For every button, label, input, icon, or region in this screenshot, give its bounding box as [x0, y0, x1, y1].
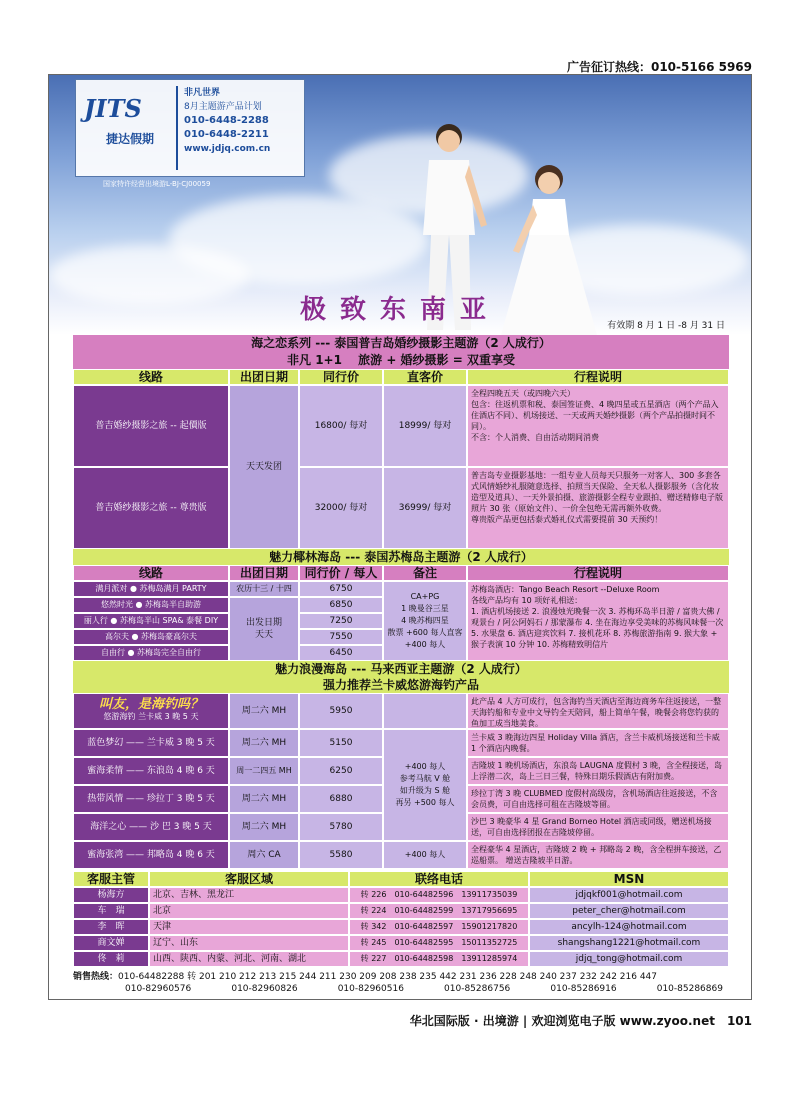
phuket-title: 海之恋系列 --- 泰国普吉岛婚纱摄影主题游（2 人成行）	[73, 335, 729, 352]
page-title: 极致东南亚	[299, 295, 500, 325]
sales-number-1: 010-82960576	[125, 984, 192, 994]
contact-msn-1[interactable]: jdjqkf001@hotmail.com	[529, 887, 729, 903]
section-samui	[73, 549, 729, 661]
samui-header-date: 出团日期	[229, 565, 299, 581]
malaysia-price-1: 5950	[299, 693, 383, 729]
phuket-header-peer: 同行价	[299, 369, 383, 385]
contact-area-1: 北京、吉林、黑龙江	[149, 887, 349, 903]
contact-area-2: 北京	[149, 903, 349, 919]
samui-header-peer: 同行价 / 每人	[299, 565, 383, 581]
sales-line1: 010-64482288 转 201 210 212 213 215 244 211 230 209 208 238 235 442 231 236 228 248 240 237 232 242 216 447	[118, 972, 658, 982]
samui-price-4: 7550	[299, 629, 383, 645]
contact-header-name: 客服主管	[73, 871, 149, 887]
section-malaysia	[73, 661, 729, 869]
contact-area-5: 山西、陕西、内蒙、河北、河南、湖北	[149, 951, 349, 967]
malaysia-date-4: 周二六 MH	[229, 785, 299, 813]
malaysia-route-2: 蓝色梦幻 —— 兰卡威 3 晚 5 天	[73, 729, 229, 757]
logo-phone2: 010-6448-2211	[184, 129, 269, 140]
malaysia-date-2: 周二六 MH	[229, 729, 299, 757]
logo-brand: JITS	[84, 94, 142, 123]
samui-note: CA+PG 1 晚曼谷三星 4 晚苏梅四星 散票 +600 每人直客 +400 每人	[383, 581, 467, 661]
malaysia-date-3: 周一二四五 MH	[229, 757, 299, 785]
logo-brand-cn: 捷达假期	[106, 132, 155, 146]
contact-name-4: 商文婵	[73, 935, 149, 951]
malaysia-desc-3: 吉隆坡 1 晚机场酒店，东浪岛 LAUGNA 度假村 3 晚，含全程接送，岛上浮潜二次，岛上三日三餐，特殊日期乐假酒店有附加费。	[467, 757, 729, 785]
page-footer: 华北国际版 · 出境游 | 欢迎浏览电子版 www.zyoo.net 101	[409, 1014, 752, 1028]
hero-banner	[49, 75, 751, 335]
phuket-peer-premium: 32000/ 每对	[299, 467, 383, 549]
phuket-route-basic: 普吉婚纱摄影之旅 -- 起價版	[73, 385, 229, 467]
contact-name-3: 李 晖	[73, 919, 149, 935]
license-text: 国家特许经营出境游L-BJ-CJ00059	[103, 180, 211, 188]
malaysia-note-1: +400 每人 参考马航 V 舱 如升级为 S 舱 再另 +500 每人	[383, 729, 467, 841]
malaysia-desc-1: 此产品 4 人方可成行，包含海钓当天酒店至海边商务车往返接送，一整天海钓船和专业中文导钓全天陪同，船上简单午餐，晚餐会将您钓获的鱼加工成当地美食。	[467, 693, 729, 729]
page-frame	[48, 74, 752, 1000]
malaysia-desc-5: 沙巴 3 晚豪华 4 星 Grand Borneo Hotel 酒店或同级，赠送机场接送，可自由选择团报在吉隆坡停留。	[467, 813, 729, 841]
logo-tag2: 8月主题游产品计划	[184, 102, 262, 112]
contact-header-phone: 联络电话	[349, 871, 529, 887]
contact-phone-5: 转 227 010-64482598 13911285974	[349, 951, 529, 967]
logo-phone1: 010-6448-2288	[184, 115, 269, 126]
contact-phone-1: 转 226 010-64482596 13911735039	[349, 887, 529, 903]
contact-phone-4: 转 245 010-64482595 15011352725	[349, 935, 529, 951]
ad-hotline: 广告征订热线：010-5166 5969	[566, 60, 752, 74]
contact-header-area: 客服区域	[149, 871, 349, 887]
contact-phone-2: 转 224 010-64482599 13717956695	[349, 903, 529, 919]
samui-route-1: 满月派对 ● 苏梅岛满月 PARTY	[73, 581, 229, 597]
phuket-header-date: 出团日期	[229, 369, 299, 385]
sales-number-6: 010-85286869	[656, 984, 723, 994]
sales-hotline	[73, 971, 733, 995]
phuket-desc-basic: 全程四晚五天（或四晚六天） 包含：往返机票和税、泰国签证费、4 晚四星或五星酒店（两个产品入住酒店不同）、机场接送、一天或两天婚纱摄影（两个产品拍摄时间不同）。 不含：个人消费、自由活动期间消费	[467, 385, 729, 467]
malaysia-route-3: 蜜海柔情 —— 东浪岛 4 晚 6 天	[73, 757, 229, 785]
company-logo	[75, 79, 305, 177]
malaysia-desc-4: 珍拉丁湾 3 晚 CLUBMED 度假村高级房，含机场酒店往返接送，不含会员费，可自由选择可租在吉隆坡等留。	[467, 785, 729, 813]
contact-msn-5[interactable]: jdjq_tong@hotmail.com	[529, 951, 729, 967]
contact-name-2: 车 瑞	[73, 903, 149, 919]
contact-msn-4[interactable]: shangshang1221@hotmail.com	[529, 935, 729, 951]
malaysia-title: 魅力浪漫海岛 --- 马来西亚主题游（2 人成行）	[73, 661, 729, 677]
phuket-desc-premium: 普吉岛专业摄影基地：一组专业人员每天只服务一对客人、300 多套各式风情婚纱礼服随意选择、拍照当天保险、全天私人摄影服务（含化妆造型及道具）、一天外景拍摄、旅游摄影全程专业跟拍、赠送精修电子版照片 30 张（原始文件）、一价全包绝无需再额外收费。 尊贵版产品更包括泰式婚礼仪式需要提前 30 天预约！	[467, 467, 729, 549]
malaysia-date-6: 周六 CA	[229, 841, 299, 869]
samui-desc: 苏梅岛酒店：Tango Beach Resort --Deluxe Room 各线产品均有 10 项好礼相送： 1. 酒店机场接送 2. 浪漫烛光晚餐一次 3. 苏梅环岛半日游 / 富贵大佛 / 观景台 / 阿公阿妈石 / 那蒙瀑布 4. 坐在海边享受美味的苏梅风味餐一次 5. 水果盘 6. 酒店迎宾饮料 7. 接机花环 8. 苏梅旅游指南 9. 猴大象 + 猴子表演 10 分钟 10. 苏梅精致明信片	[467, 581, 729, 661]
samui-price-1: 6750	[299, 581, 383, 597]
contact-table	[73, 871, 729, 967]
malaysia-route-6: 蜜海张湾 —— 邦略岛 4 晚 6 天	[73, 841, 229, 869]
malaysia-price-3: 6250	[299, 757, 383, 785]
samui-date-2: 出发日期 天天	[229, 597, 299, 661]
contact-phone-3: 转 342 010-64482597 15901217820	[349, 919, 529, 935]
phuket-direct-premium: 36999/ 每对	[383, 467, 467, 549]
malaysia-price-5: 5780	[299, 813, 383, 841]
contact-area-3: 天津	[149, 919, 349, 935]
phuket-header-direct: 直客价	[383, 369, 467, 385]
contact-area-4: 辽宁、山东	[149, 935, 349, 951]
samui-price-2: 6850	[299, 597, 383, 613]
malaysia-route-1-label: 悠游海钓 兰卡威 3 晚 5 天	[103, 712, 199, 721]
malaysia-desc-6: 全程豪华 4 星酒店，吉隆坡 2 晚 + 邦略岛 2 晚，含全程拼车接送，乙巡船票。 增送吉隆坡半日游。	[467, 841, 729, 869]
phuket-header-desc: 行程说明	[467, 369, 729, 385]
phuket-route-premium: 普吉婚纱摄影之旅 -- 尊贵版	[73, 467, 229, 549]
samui-price-3: 7250	[299, 613, 383, 629]
samui-title: 魅力椰林海岛 --- 泰国苏梅岛主题游（2 人成行）	[73, 549, 729, 565]
samui-route-3: 丽人行 ● 苏梅岛半山 SPA& 泰餐 DIY	[73, 613, 229, 629]
samui-route-4: 高尔夫 ● 苏梅岛豪高尔夫	[73, 629, 229, 645]
sales-number-2: 010-82960826	[231, 984, 298, 994]
logo-tag1: 非凡世界	[184, 88, 221, 98]
malaysia-route-4: 热带风情 —— 珍拉丁 3 晚 5 天	[73, 785, 229, 813]
logo-web: www.jdjq.com.cn	[184, 144, 271, 154]
samui-price-5: 6450	[299, 645, 383, 661]
section-phuket	[73, 335, 729, 549]
malaysia-date-5: 周二六 MH	[229, 813, 299, 841]
phuket-direct-basic: 18999/ 每对	[383, 385, 467, 467]
validity-period: 有效期 8 月 1 日 -8 月 31 日	[607, 321, 725, 331]
malaysia-note-blank	[383, 693, 467, 729]
samui-header-desc: 行程说明	[467, 565, 729, 581]
sales-label: 销售热线：	[73, 972, 119, 982]
malaysia-subtitle: 强力推荐兰卡威悠游海钓产品	[73, 677, 729, 693]
contact-msn-3[interactable]: ancylh-124@hotmail.com	[529, 919, 729, 935]
phuket-date: 天天发团	[229, 385, 299, 549]
phuket-subtitle: 非凡 1+1 旅游 + 婚纱摄影 = 双重享受	[73, 352, 729, 369]
samui-route-5: 自由行 ● 苏梅岛完全自由行	[73, 645, 229, 661]
samui-route-2: 悠然时光 ● 苏梅岛半自助游	[73, 597, 229, 613]
malaysia-route-1	[73, 693, 229, 729]
contact-msn-2[interactable]: peter_cher@hotmail.com	[529, 903, 729, 919]
fishing-slogan: 叫友，是海钓吗？	[98, 697, 203, 712]
contact-name-5: 佟 莉	[73, 951, 149, 967]
sales-number-5: 010-85286916	[550, 984, 617, 994]
malaysia-route-5: 海洋之心 —— 沙 巴 3 晚 5 天	[73, 813, 229, 841]
malaysia-desc-2: 兰卡威 3 晚海边四星 Holiday Villa 酒店，含兰卡威机场接送和兰卡威 1 个酒店内晚餐。	[467, 729, 729, 757]
malaysia-price-4: 6880	[299, 785, 383, 813]
contact-name-1: 杨海方	[73, 887, 149, 903]
sales-number-4: 010-85286756	[444, 984, 511, 994]
malaysia-price-2: 5150	[299, 729, 383, 757]
contact-header-msn: MSN	[529, 871, 729, 887]
phuket-header-route: 线路	[73, 369, 229, 385]
phuket-peer-basic: 16800/ 每对	[299, 385, 383, 467]
malaysia-date-1: 周二六 MH	[229, 693, 299, 729]
samui-date-1: 农历十三 / 十四	[229, 581, 299, 597]
malaysia-note-2: +400 每人	[383, 841, 467, 869]
samui-header-note: 备注	[383, 565, 467, 581]
malaysia-price-6: 5580	[299, 841, 383, 869]
samui-header-route: 线路	[73, 565, 229, 581]
sales-number-3: 010-82960516	[337, 984, 404, 994]
